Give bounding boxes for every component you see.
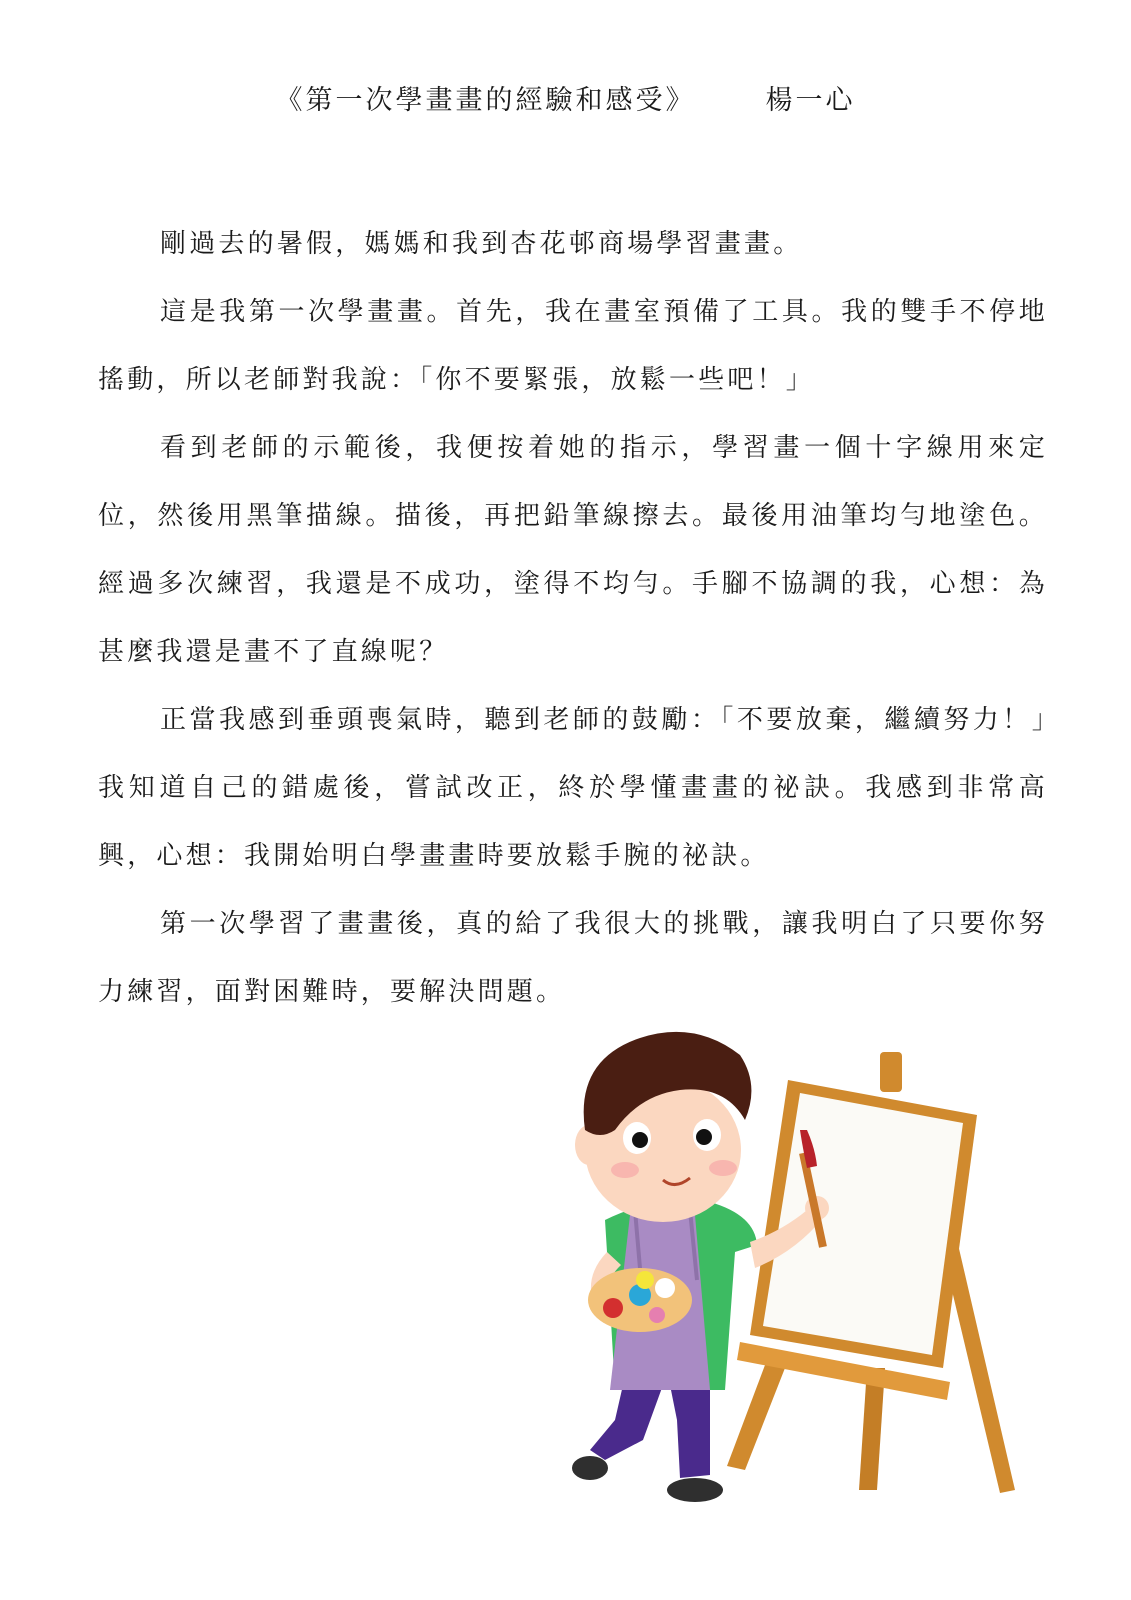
boy-head-icon: [575, 1032, 751, 1222]
essay-body: [98, 210, 1048, 1026]
paragraph: 第一次學習了畫畫後，真的給了我很大的挑戰，讓我明白了只要你努力練習，面對困難時，要解決問題。: [98, 909, 1048, 1007]
document-heading: [0, 78, 1131, 117]
boy-painting-at-easel-icon: [545, 990, 1065, 1550]
palette-icon: [588, 1268, 692, 1332]
boy-legs-icon: [572, 1385, 723, 1502]
paragraph: 這是我第一次學畫畫。首先，我在畫室預備了工具。我的雙手不停地搖動，所以老師對我說：「你不要緊張，放鬆一些吧！」: [98, 297, 1048, 395]
author-name: 楊一心: [765, 85, 856, 116]
essay-title: 《第一次學畫畫的經驗和感受》: [275, 85, 696, 116]
easel-icon: [727, 1052, 1015, 1493]
paragraph: 正當我感到垂頭喪氣時，聽到老師的鼓勵：「不要放棄，繼續努力！」我知道自己的錯處後，嘗試改正，終於學懂畫畫的祕訣。我感到非常高興，心想：我開始明白學畫畫時要放鬆手腕的祕訣。: [98, 705, 1048, 871]
paragraph: 剛過去的暑假，媽媽和我到杏花邨商場學習畫畫。: [160, 229, 803, 259]
paragraph: 看到老師的示範後，我便按着她的指示，學習畫一個十字線用來定位，然後用黑筆描線。描後，再把鉛筆線擦去。最後用油筆均勻地塗色。經過多次練習，我還是不成功，塗得不均勻。手腳不協調的我，心想：為甚麼我還是畫不了直線呢？: [98, 433, 1048, 667]
